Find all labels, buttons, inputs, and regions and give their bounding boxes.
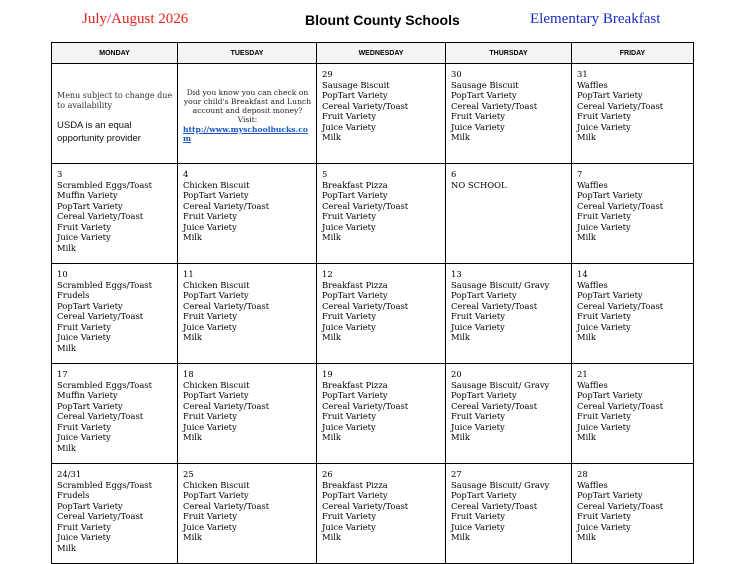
menu-item: Cereal Variety/Toast — [451, 500, 538, 511]
menu-item: PopTart Variety — [451, 90, 517, 100]
menu-item: Cereal Variety/Toast — [577, 500, 664, 511]
menu-item: PopTart Variety — [451, 290, 517, 300]
menu-item: Cereal Variety/Toast — [322, 500, 409, 511]
menu-item: Frudels — [57, 290, 90, 300]
menu-item: PopTart Variety — [57, 500, 123, 511]
day-cell — [178, 64, 317, 164]
menu-item: Muffin Variety — [57, 390, 118, 400]
usda-statement: USDA is an equal opportunity provider — [57, 120, 141, 144]
menu-item: Fruit Variety — [183, 411, 237, 421]
menu-item: Cereal Variety/Toast — [57, 311, 144, 321]
menu-item: Cereal Variety/Toast — [577, 400, 664, 411]
day-number: 3 — [57, 169, 63, 179]
menu-item: Fruit Variety — [577, 311, 631, 321]
menu-item: PopTart Variety — [322, 90, 388, 100]
menu-item: Fruit Variety — [451, 511, 505, 521]
menu-item: PopTart Variety — [57, 200, 123, 211]
day-number: 24/31 — [57, 469, 82, 479]
menu-item: PopTart Variety — [451, 490, 517, 500]
menu-item: Milk — [577, 332, 597, 342]
menu-item: Fruit Variety — [451, 311, 505, 321]
day-number: 17 — [57, 369, 68, 379]
day-cell — [178, 464, 317, 564]
menu-item: Fruit Variety — [577, 111, 631, 121]
weekday-monday: MONDAY — [52, 43, 178, 64]
menu-item: PopTart Variety — [322, 190, 388, 200]
day-cell — [572, 364, 694, 464]
menu-item: Milk — [57, 242, 77, 253]
day-number: 25 — [183, 469, 194, 479]
day-number: 10 — [57, 269, 68, 279]
menu-item: Cereal Variety/Toast — [577, 300, 664, 311]
menu-item: Milk — [451, 332, 471, 342]
week-row — [52, 264, 694, 364]
menu-item: Waffles — [577, 479, 608, 490]
menu-item: Sausage Biscuit/ Gravy — [451, 479, 550, 490]
account-info-text: Did you know you can check on your child's Breakfast and Lunch account and deposit money? Visit: — [183, 88, 312, 124]
menu-item: Fruit Variety — [322, 211, 376, 221]
menu-item: Fruit Variety — [451, 411, 505, 421]
menu-item: Fruit Variety — [451, 111, 505, 121]
day-cell — [52, 164, 178, 264]
day-cell — [178, 364, 317, 464]
day-number: 13 — [451, 269, 462, 279]
day-cell — [317, 64, 446, 164]
menu-item: Juice Variety — [451, 421, 505, 432]
menu-item: Milk — [577, 132, 597, 142]
weekday-thursday: THURSDAY — [446, 43, 572, 64]
day-number: 20 — [451, 369, 462, 379]
day-number: 7 — [577, 169, 583, 179]
menu-item: Milk — [183, 532, 203, 542]
menu-item: Juice Variety — [57, 432, 111, 442]
menu-item: Cereal Variety/Toast — [322, 100, 409, 111]
menu-item: Fruit Variety — [322, 511, 376, 521]
menu-item: Waffles — [577, 279, 608, 290]
menu-item: PopTart Variety — [451, 390, 517, 400]
menu-item: Sausage Biscuit — [322, 79, 390, 90]
menu-item: Breakfast Pizza — [322, 279, 388, 290]
day-number: 11 — [183, 269, 194, 279]
menu-item: Fruit Variety — [322, 311, 376, 321]
menu-item: Milk — [451, 432, 471, 442]
menu-item: Cereal Variety/Toast — [183, 200, 270, 211]
menu-item: Juice Variety — [183, 321, 237, 332]
menu-item: Milk — [577, 432, 597, 442]
menu-item: Sausage Biscuit — [451, 79, 519, 90]
menu-item: Milk — [183, 232, 203, 242]
menu-item: PopTart Variety — [577, 290, 643, 300]
menu-item: Juice Variety — [322, 221, 376, 232]
menu-item: PopTart Variety — [183, 190, 249, 200]
day-number: 19 — [322, 369, 333, 379]
weekday-header-row — [52, 43, 694, 64]
weekday-wednesday: WEDNESDAY — [317, 43, 446, 64]
day-cell — [446, 164, 572, 264]
menu-item: Chicken Biscuit — [183, 179, 250, 190]
menu-item: Scrambled Eggs/Toast — [57, 479, 152, 490]
menu-item: Fruit Variety — [322, 111, 376, 121]
menu-item: Milk — [451, 532, 471, 542]
day-number: 29 — [322, 69, 333, 79]
menu-calendar — [51, 42, 694, 564]
menu-item: Cereal Variety/Toast — [577, 200, 664, 211]
menu-item: Juice Variety — [322, 321, 376, 332]
menu-item: Milk — [183, 432, 203, 442]
day-cell — [317, 464, 446, 564]
day-cell — [52, 264, 178, 364]
menu-item: Juice Variety — [322, 421, 376, 432]
menu-item: Juice Variety — [183, 521, 237, 532]
menu-item: Milk — [322, 232, 342, 242]
menu-item: Fruit Variety — [577, 511, 631, 521]
menu-item: PopTart Variety — [57, 400, 123, 411]
menu-item: Juice Variety — [577, 521, 631, 532]
menu-item: Milk — [322, 432, 342, 442]
menu-item: Juice Variety — [451, 521, 505, 532]
menu-item: Cereal Variety/Toast — [577, 100, 664, 111]
menu-item: Milk — [57, 442, 77, 453]
menu-item: Juice Variety — [577, 421, 631, 432]
day-cell — [52, 464, 178, 564]
day-number: 26 — [322, 469, 333, 479]
day-cell — [572, 64, 694, 164]
menu-item: Juice Variety — [183, 421, 237, 432]
day-number: 5 — [322, 169, 328, 179]
day-number: 30 — [451, 69, 462, 79]
day-cell — [446, 364, 572, 464]
district-title: Blount County Schools — [305, 12, 460, 28]
menu-item: Cereal Variety/Toast — [57, 411, 144, 421]
menu-item: PopTart Variety — [322, 290, 388, 300]
menu-item: Fruit Variety — [183, 211, 237, 221]
day-number: 6 — [451, 169, 457, 179]
menu-item: Juice Variety — [322, 521, 376, 532]
day-cell — [52, 64, 178, 164]
day-number: 12 — [322, 269, 333, 279]
menu-item: Waffles — [577, 79, 608, 90]
menu-item: Fruit Variety — [322, 411, 376, 421]
menu-item: Fruit Variety — [57, 221, 111, 232]
menu-item: Cereal Variety/Toast — [57, 511, 144, 521]
day-cell — [572, 264, 694, 364]
menu-item: Juice Variety — [57, 332, 111, 342]
menu-item: Breakfast Pizza — [322, 179, 388, 190]
menu-item: Sausage Biscuit/ Gravy — [451, 279, 550, 290]
menu-item: Milk — [577, 232, 597, 242]
menu-item: Cereal Variety/Toast — [451, 400, 538, 411]
menu-item: Cereal Variety/Toast — [322, 200, 409, 211]
day-number: 27 — [451, 469, 462, 479]
menu-item: PopTart Variety — [577, 390, 643, 400]
menu-item: PopTart Variety — [577, 90, 643, 100]
menu-item: Juice Variety — [577, 321, 631, 332]
menu-item: Milk — [57, 342, 77, 353]
availability-note: Menu subject to change due to availability — [57, 91, 173, 110]
day-number: 4 — [183, 169, 189, 179]
day-cell — [446, 64, 572, 164]
day-cell — [317, 164, 446, 264]
menu-item: Juice Variety — [57, 232, 111, 242]
menu-item: Milk — [322, 132, 342, 142]
menu-item: Milk — [322, 532, 342, 542]
menu-item: Cereal Variety/Toast — [57, 211, 144, 221]
day-number: 14 — [577, 269, 588, 279]
menu-type-title: Elementary Breakfast — [530, 11, 661, 27]
menu-item: Sausage Biscuit/ Gravy — [451, 379, 550, 390]
menu-item: Fruit Variety — [183, 311, 237, 321]
day-number: 28 — [577, 469, 588, 479]
week-row — [52, 164, 694, 264]
menu-item: NO SCHOOL — [451, 179, 507, 190]
day-number: 31 — [577, 69, 588, 79]
month-title: July/August 2026 — [82, 11, 189, 27]
day-cell — [317, 364, 446, 464]
menu-item: Fruit Variety — [577, 211, 631, 221]
menu-item: PopTart Variety — [183, 490, 249, 500]
menu-item: Cereal Variety/Toast — [322, 300, 409, 311]
menu-item: Fruit Variety — [57, 421, 111, 432]
menu-item: Cereal Variety/Toast — [183, 300, 270, 311]
weekday-tuesday: TUESDAY — [178, 43, 317, 64]
menu-item: Juice Variety — [183, 221, 237, 232]
menu-item: Fruit Variety — [183, 511, 237, 521]
menu-item: Cereal Variety/Toast — [322, 400, 409, 411]
menu-item: Fruit Variety — [57, 321, 111, 332]
day-cell — [178, 164, 317, 264]
menu-item: Fruit Variety — [577, 411, 631, 421]
menu-item: Fruit Variety — [57, 521, 111, 532]
menu-item: PopTart Variety — [577, 490, 643, 500]
menu-item: Waffles — [577, 379, 608, 390]
weekday-friday: FRIDAY — [572, 43, 694, 64]
menu-item: Scrambled Eggs/Toast — [57, 179, 152, 190]
day-number: 21 — [577, 369, 588, 379]
day-cell — [572, 164, 694, 264]
menu-item: PopTart Variety — [577, 190, 643, 200]
menu-item: Milk — [57, 542, 77, 553]
menu-item: Breakfast Pizza — [322, 479, 388, 490]
menu-item: Juice Variety — [322, 121, 376, 132]
menu-item: Waffles — [577, 179, 608, 190]
menu-item: Cereal Variety/Toast — [451, 300, 538, 311]
account-info — [183, 69, 312, 143]
menu-item: Juice Variety — [451, 321, 505, 332]
menu-item: Juice Variety — [451, 121, 505, 132]
menu-item: PopTart Variety — [57, 300, 123, 311]
menu-item: Milk — [577, 532, 597, 542]
week-row — [52, 464, 694, 564]
menu-item: PopTart Variety — [183, 390, 249, 400]
day-number: 18 — [183, 369, 194, 379]
menu-item: Chicken Biscuit — [183, 379, 250, 390]
menu-item: Juice Variety — [57, 532, 111, 542]
day-cell — [446, 264, 572, 364]
menu-item: PopTart Variety — [322, 490, 388, 500]
day-cell — [446, 464, 572, 564]
day-cell — [317, 264, 446, 364]
menu-item: Cereal Variety/Toast — [183, 400, 270, 411]
menu-item: Muffin Variety — [57, 190, 118, 200]
day-cell — [52, 364, 178, 464]
menu-item: Juice Variety — [577, 121, 631, 132]
menu-item: Breakfast Pizza — [322, 379, 388, 390]
week-row — [52, 64, 694, 164]
week-row — [52, 364, 694, 464]
menu-item: Scrambled Eggs/Toast — [57, 379, 152, 390]
menu-item: Milk — [183, 332, 203, 342]
myschoolbucks-link[interactable]: http://www.myschoolbucks.com — [183, 125, 308, 143]
day-cell — [178, 264, 317, 364]
day-cell — [572, 464, 694, 564]
menu-item: Scrambled Eggs/Toast — [57, 279, 152, 290]
menu-item: Frudels — [57, 490, 90, 500]
menu-item: Milk — [451, 132, 471, 142]
menu-item: Milk — [322, 332, 342, 342]
menu-item: Cereal Variety/Toast — [451, 100, 538, 111]
calendar-body — [52, 64, 694, 564]
menu-item: Chicken Biscuit — [183, 479, 250, 490]
menu-item: PopTart Variety — [322, 390, 388, 400]
menu-item: Chicken Biscuit — [183, 279, 250, 290]
menu-item: Cereal Variety/Toast — [183, 500, 270, 511]
menu-item: PopTart Variety — [183, 290, 249, 300]
menu-item: Juice Variety — [577, 221, 631, 232]
